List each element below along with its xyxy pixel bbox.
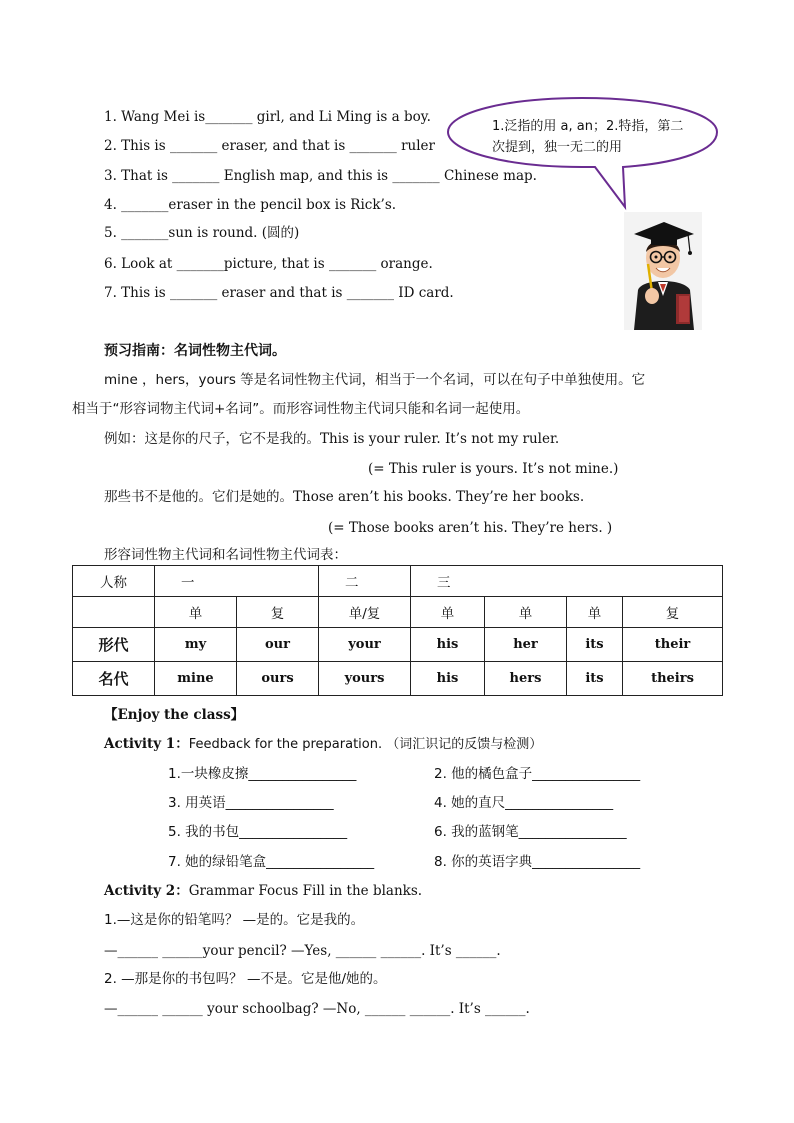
exercise-line-7: 7. This is _______ eraser and that is _______ ID card. <box>104 285 454 301</box>
table-row-adjective-pronoun <box>73 628 723 662</box>
adjective-pronoun-cell: its <box>567 628 623 662</box>
question-1-english: —______ ______your pencil? —Yes, ______ ______. It’s ______. <box>104 943 501 959</box>
adjective-pronoun-cell: his <box>411 628 485 662</box>
guide-example-1-equivalent: (= This ruler is yours. It’s not mine.) <box>368 461 619 477</box>
row-label-noun: 名代 <box>73 662 155 696</box>
vocab-item-8: 8. 你的英语字典________________ <box>434 854 641 870</box>
adjective-pronoun-cell: their <box>623 628 723 662</box>
question-2-english: —______ ______ your schoolbag? —No, ______ ______. It’s ______. <box>104 1001 530 1017</box>
vocab-item-2: 2. 他的橘色盒子________________ <box>434 766 641 782</box>
header-number-cell: 复 <box>623 597 723 628</box>
header-third-person: 三 <box>411 566 723 597</box>
noun-pronoun-cell: his <box>411 662 485 696</box>
guide-example-1: 例如：这是你的尺子，它不是我的。This is your ruler. It’s not my ruler. <box>104 431 560 447</box>
vocab-item-5: 5. 我的书包________________ <box>168 824 348 840</box>
pronoun-table <box>72 565 723 696</box>
table-header-row-person <box>73 566 723 597</box>
vocab-item-7: 7. 她的绿铅笔盒________________ <box>168 854 375 870</box>
adjective-pronoun-cell: my <box>155 628 237 662</box>
header-number-cell: 单 <box>485 597 567 628</box>
activity-2-label: Activity 2： <box>104 883 189 899</box>
header-number-cell: 单 <box>411 597 485 628</box>
activity-2-text: Grammar Focus Fill in the blanks. <box>188 883 423 899</box>
question-2-chinese: 2. —那是你的书包吗？ —不是。它是他/她的。 <box>104 971 387 987</box>
header-first-person: 一 <box>155 566 319 597</box>
header-number-cell: 复 <box>237 597 319 628</box>
noun-pronoun-cell: yours <box>319 662 411 696</box>
table-header-row-number <box>73 597 723 628</box>
graduate-student-illustration <box>624 212 702 330</box>
exercise-line-2: 2. This is _______ eraser, and that is _______ ruler <box>104 138 435 154</box>
exercise-line-3: 3. That is _______ English map, and this is _______ Chinese map. <box>104 168 537 184</box>
adjective-pronoun-cell: our <box>237 628 319 662</box>
vocab-item-6: 6. 我的蓝钢笔________________ <box>434 824 627 840</box>
vocab-item-3: 3. 用英语________________ <box>168 795 334 811</box>
noun-pronoun-cell: ours <box>237 662 319 696</box>
exercise-line-6: 6. Look at _______picture, that is _______ orange. <box>104 256 433 272</box>
activity-1-text: Feedback for the preparation. （词汇识记的反馈与检测） <box>188 737 543 752</box>
header-number-cell: 单 <box>567 597 623 628</box>
exercise-line-5: 5. _______sun is round. (圆的) <box>104 225 300 241</box>
noun-pronoun-cell: theirs <box>623 662 723 696</box>
guide-para-line-2: 相当于“形容词物主代词+名词”。而形容词性物主代词只能和名词一起使用。 <box>72 401 530 417</box>
header-second-person: 二 <box>319 566 411 597</box>
row-label-adjective: 形代 <box>73 628 155 662</box>
noun-pronoun-cell: mine <box>155 662 237 696</box>
question-1-chinese: 1.—这是你的铅笔吗？ —是的。它是我的。 <box>104 912 365 928</box>
header-person: 人称 <box>73 566 155 597</box>
table-title: 形容词性物主代词和名词性物主代词表： <box>104 547 347 563</box>
table-row-noun-pronoun <box>73 662 723 696</box>
guide-para-line-1: mine ，hers，yours 等是名词性物主代词，相当于一个名词，可以在句子中单独使用。它 <box>104 372 646 388</box>
guide-example-2-equivalent: (= Those books aren’t his. They’re hers. ) <box>328 520 613 536</box>
adjective-pronoun-cell: her <box>485 628 567 662</box>
header-number-cell: 单/复 <box>319 597 411 628</box>
guide-title: 预习指南：名词性物主代词。 <box>104 343 286 359</box>
exercise-line-1: 1. Wang Mei is_______ girl, and Li Ming is a boy. <box>104 109 431 125</box>
vocab-item-1: 1.一块橡皮擦________________ <box>168 766 357 782</box>
activity-1-label: Activity 1： <box>104 736 189 752</box>
header-number-blank <box>73 597 155 628</box>
vocab-item-4: 4. 她的直尺________________ <box>434 795 614 811</box>
noun-pronoun-cell: hers <box>485 662 567 696</box>
noun-pronoun-cell: its <box>567 662 623 696</box>
header-number-cell: 单 <box>155 597 237 628</box>
guide-example-2: 那些书不是他的。它们是她的。Those aren’t his books. They’re her books. <box>104 489 585 505</box>
activity-2 <box>104 882 422 900</box>
bubble-tip-text: 1.泛指的用 a, an；2.特指，第二次提到，独一无二的用 <box>492 119 684 155</box>
adjective-pronoun-cell: your <box>319 628 411 662</box>
activity-1 <box>104 735 542 754</box>
exercise-line-4: 4. _______eraser in the pencil box is Rick’s. <box>104 197 397 213</box>
enjoy-heading: 【Enjoy the class】 <box>104 707 245 723</box>
